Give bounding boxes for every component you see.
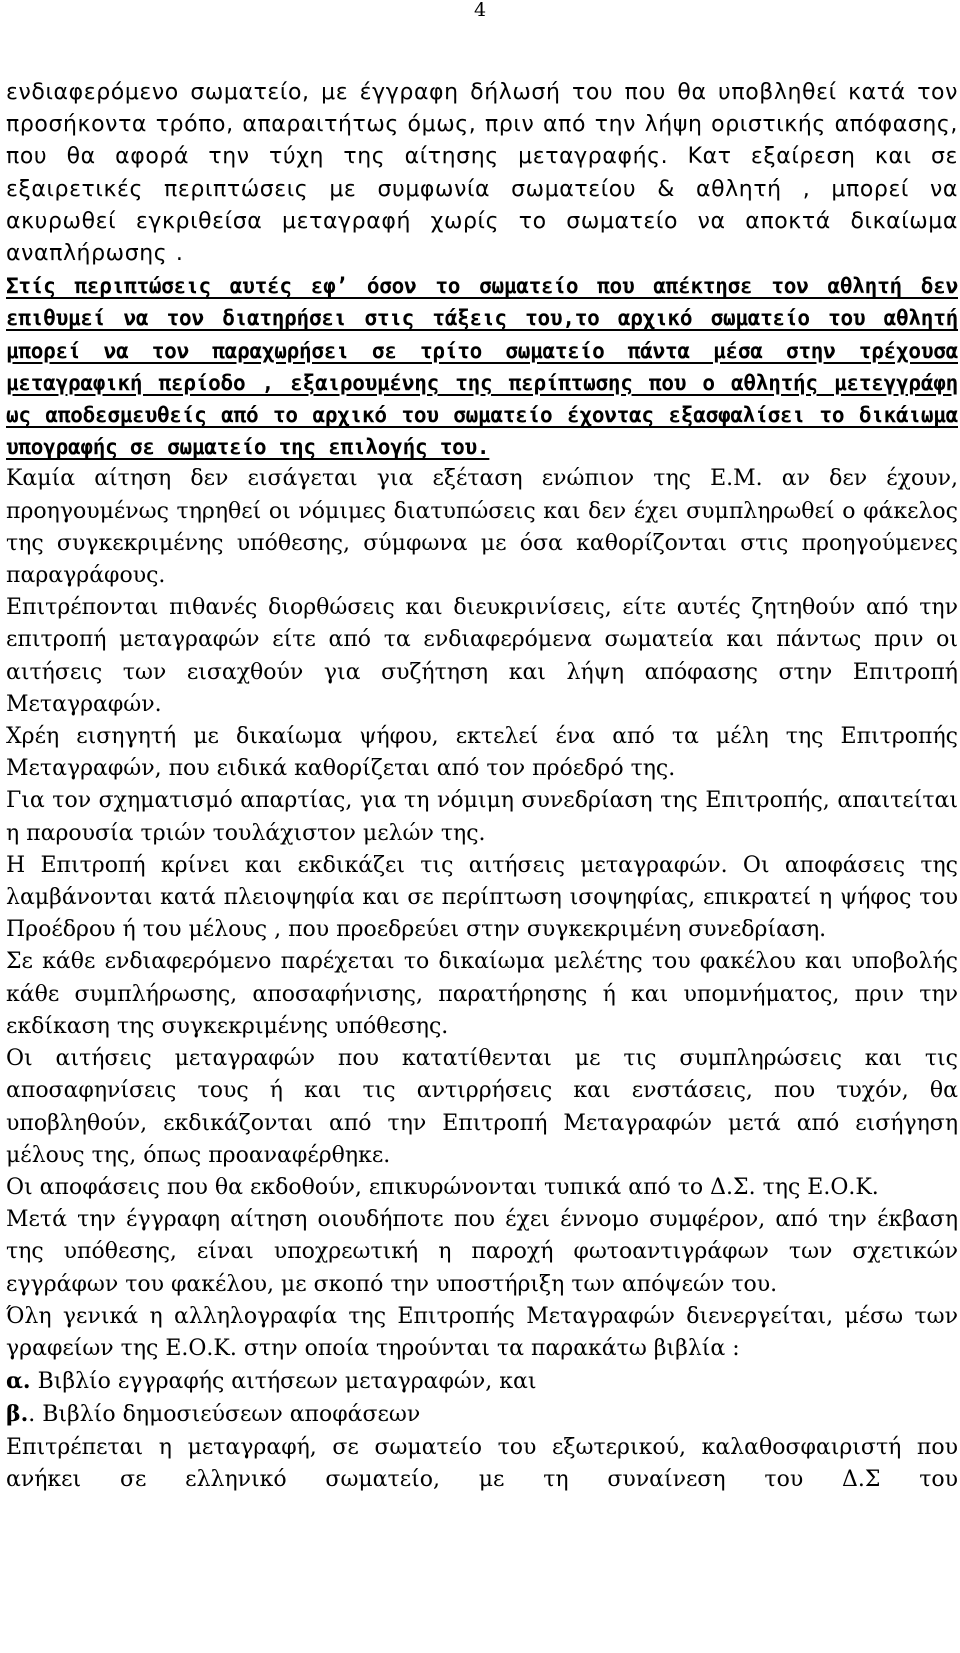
list-marker-b: β. xyxy=(6,1401,29,1428)
paragraph-photocopies: Μετά την έγγραφη αίτηση οιουδήποτε που έχει έννομο συμφέρον, από την έκβαση της υπόθεσης, είναι υποχρεωτική η παροχή φωτοαντιγράφων των σχετικών εγγράφων του φακέλου, με σκοπό την υποστήριξη των απόψεών του. xyxy=(6,1207,958,1297)
paragraph-application-admission: Καμία αίτηση δεν εισάγεται για εξέταση ενώπιον της Ε.Μ. αν δεν έχουν, προηγουμένως τηρηθεί οι νόμιμες διατυπώσεις και δεν έχει συμπληρωθεί ο φάκελος της συγκεκριμένης υπόθεσης, σύμφωνα με όσα καθορίζονται στις προηγούμενες παραγράφους. xyxy=(6,466,958,589)
paragraph-quorum: Για τον σχηματισμό απαρτίας, για τη νόμιμη συνεδρίαση της Επιτροπής, απαιτείται η παρουσία τριών τουλάχιστον μελών της. xyxy=(6,788,958,846)
page-number: 4 xyxy=(473,0,487,21)
paragraph-correspondence: Όλη γενικά η αλληλογραφία της Επιτροπής Μεταγραφών διενεργείται, μέσω των γραφείων της Ε.Ο.Κ. στην οποία τηρούνται τα παρακάτω βιβλία : xyxy=(6,1303,958,1361)
paragraph-file-review: Σε κάθε ενδιαφερόμενο παρέχεται το δικαίωμα μελέτης του φακέλου και υποβολής κάθε συμπλήρωσης, αποσαφήνισης, παρατήρησης ή και υπομνήματος, πριν την εκδίκαση της συγκεκριμένης υπόθεσης. xyxy=(6,949,958,1039)
list-text-b: . Βιβλίο δημοσιεύσεων αποφάσεων xyxy=(28,1402,421,1428)
paragraph-transfer-cancellation: ενδιαφερόμενο σωματείο, με έγγραφη δήλωσή του που θα υποβληθεί κατά τον προσήκοντα τρόπο, απαραιτήτως όμως, πριν από την λήψη οριστικής απόφασης, που θα αφορά την τύχη της αίτησης μεταγραφής. Κατ εξαίρεση και σε εξαιρετικές περιπτώσεις με συμφωνία σωματείου & αθλητή , μπορεί να ακυρωθεί εγκριθείσα μεταγραφή χωρίς το σωματείο να αποκτά δικαίωμα αναπλήρωσης . xyxy=(6,80,958,267)
paragraph-rapporteur: Χρέη εισηγητή με δικαίωμα ψήφου, εκτελεί ένα από τα μέλη της Επιτροπής Μεταγραφών, που ειδικά καθορίζεται από τον πρόεδρό της. xyxy=(6,724,958,782)
paragraph-adjudication: Οι αιτήσεις μεταγραφών που κατατίθενται με τις συμπληρώσεις και τις αποσαφηνίσεις τους ή και τις αντιρρήσεις και ενστάσεις, που τυχόν, θα υποβληθούν, εκδικάζονται από την Επιτροπή Μεταγραφών μετά από εισήγηση μέλους της, όπως προαναφέρθηκε. xyxy=(6,1046,958,1168)
paragraph-bold-underlined-provision: Στίς περιπτώσεις αυτές εφ’ όσον το σωματείο που απέκτησε τον αθλητή δεν επιθυμεί να τον διατηρήσει στις τάξεις του,το αρχικό σωματείο του αθλητή μπορεί να τον παραχωρήσει σε τρίτο σωματείο πάντα μέσα στην τρέχουσα μεταγραφική περίοδο , εξαιρουμένης της περίπτωσης που ο αθλητής μετεγγράφη ως αποδεσμευθείς από το αρχικό του σωματείο έχοντας εξασφαλίσει το δικάιωμα υπογραφής σε σωματείο της επιλογής του. xyxy=(6,274,958,460)
list-text-a: Βιβλίο εγγραφής αιτήσεων μεταγραφών, και xyxy=(30,1369,537,1395)
paragraph-corrections: Επιτρέπονται πιθανές διορθώσεις και διευκρινίσεις, είτε αυτές ζητηθούν από την επιτροπή μεταγραφών είτε από τα ενδιαφερόμενα σωματεία και πάντως πριν οι αιτήσεις των εισαχθούν για συζήτηση και λήψη απόφασης στην Επιτροπή Μεταγραφών. xyxy=(6,595,958,717)
paragraph-foreign-transfer: Επιτρέπεται η μεταγραφή, σε σωματείο του εξωτερικού, καλαθοσφαιριστή που ανήκει σε ελληνικό σωματείο, με τη συναίνεση του Δ.Σ του xyxy=(6,1434,958,1492)
list-marker-a: α. xyxy=(6,1368,31,1395)
list-item-b xyxy=(6,1398,958,1431)
list-item-a xyxy=(6,1365,958,1398)
document-body xyxy=(6,77,958,1496)
paragraph-decisions: Η Επιτροπή κρίνει και εκδικάζει τις αιτήσεις μεταγραφών. Οι αποφάσεις της λαμβάνονται κατά πλειοψηφία και σε περίπτωση ισοψηφίας, επικρατεί η ψήφος του Προέδρου ή του μέλους , που προεδρεύει στην συγκεκριμένη συνεδρίαση. xyxy=(6,852,958,943)
paragraph-ratification: Οι αποφάσεις που θα εκδοθούν, επικυρώνονται τυπικά από το Δ.Σ. της Ε.Ο.Κ. xyxy=(6,1174,879,1200)
